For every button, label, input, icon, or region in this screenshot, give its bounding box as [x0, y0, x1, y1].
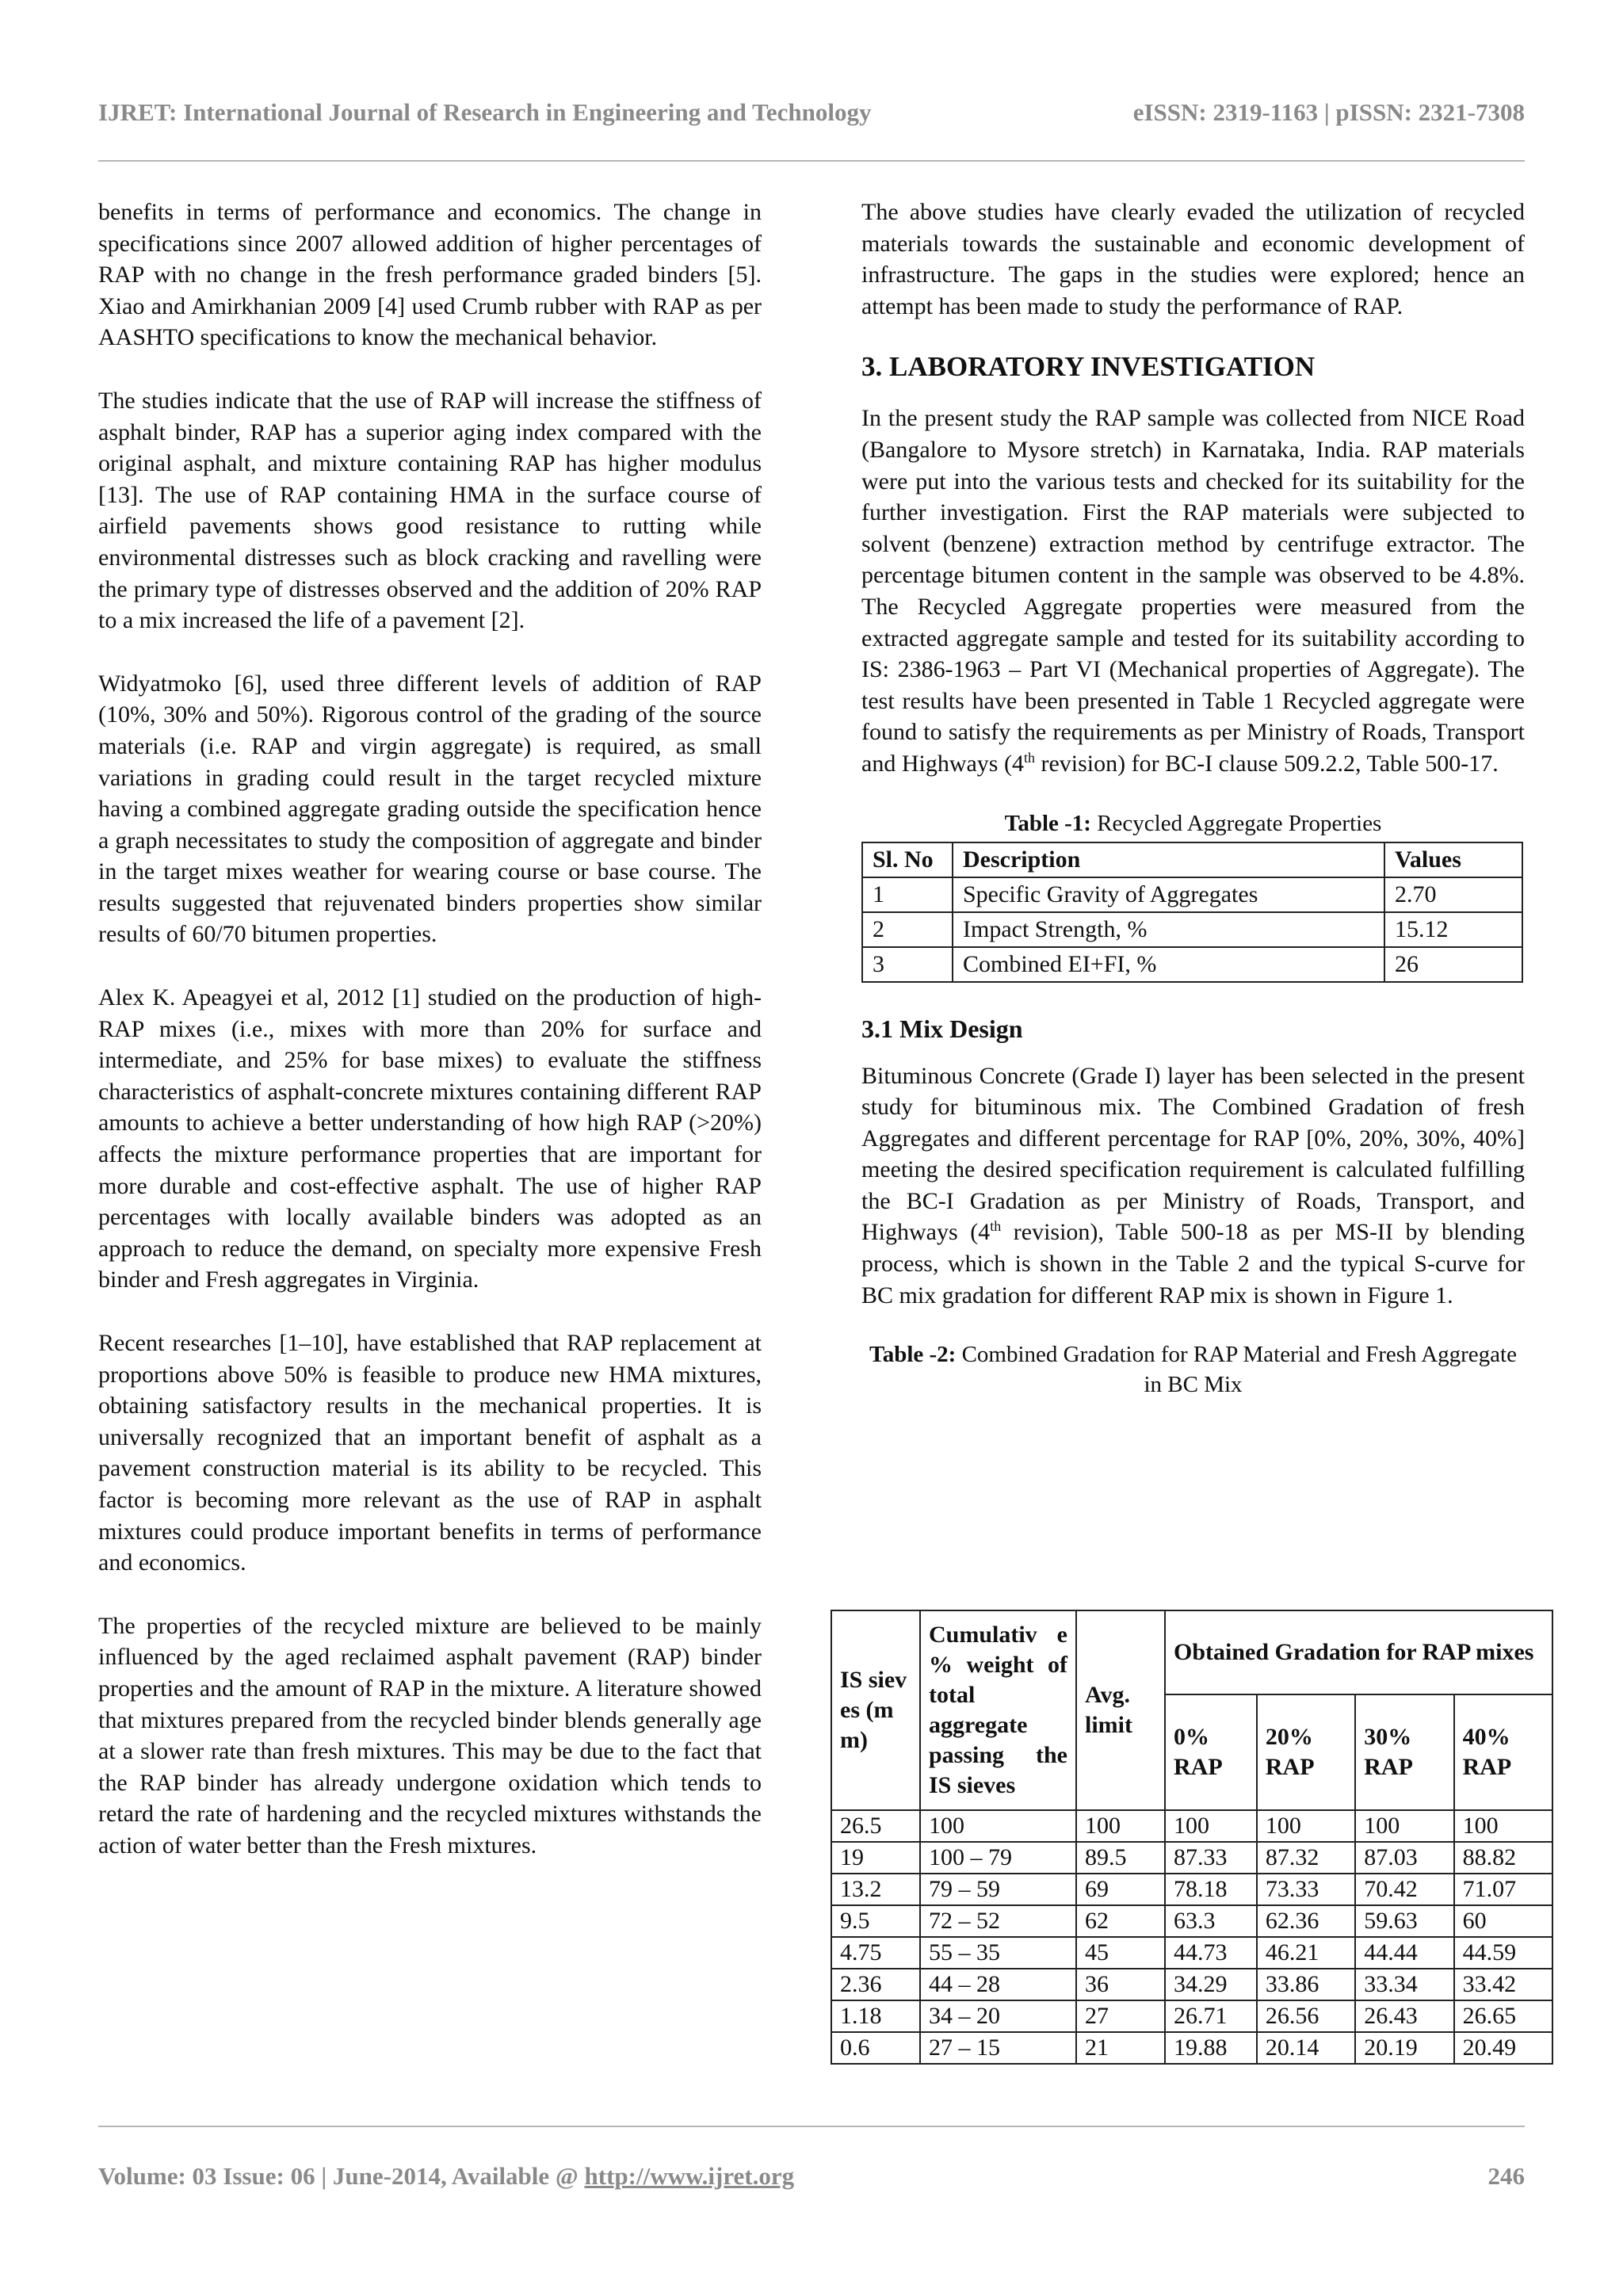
journal-title: IJRET: International Journal of Research in Engineering and Technology [98, 98, 872, 126]
table-cell: 33.86 [1257, 1969, 1355, 2000]
table-cell: 59.63 [1355, 1905, 1453, 1937]
table-cell: 20.19 [1355, 2032, 1453, 2064]
table-cell: 20.14 [1257, 2032, 1355, 2064]
table-header-row [862, 842, 1522, 877]
table-header-cell: 30% RAP [1355, 1694, 1453, 1810]
table-row [862, 912, 1522, 947]
table1-caption: Table -1: Recycled Aggregate Properties [1004, 810, 1382, 836]
subsection-heading: 3.1 Mix Design [861, 1014, 1023, 1043]
table-cell: 79 – 59 [920, 1874, 1076, 1905]
page-footer [98, 2162, 1525, 2191]
table-header-cell: 20% RAP [1257, 1694, 1355, 1810]
table-cell: 87.33 [1165, 1842, 1257, 1874]
table-cell: 46.21 [1257, 1937, 1355, 1969]
table-cell: 27 [1076, 2000, 1165, 2032]
table-cell: 26.71 [1165, 2000, 1257, 2032]
right-column [861, 197, 1525, 1403]
paragraph: The studies indicate that the use of RAP will increase the stiffness of asphalt binder, RAP has a superior aging index compared with the original asphalt, and mixture containing RAP has higher modulus [13]. The use of RAP containing HMA in the surface course of airfield pavements shows good resistance to rutting while environmental distresses such as block cracking and ravelling were the primary type of distresses observed and the addition of 20% RAP to a mix increased the life of a pavement [2]. [98, 387, 762, 634]
paragraph: Bituminous Concrete (Grade I) layer has been selected in the present study for bituminous mix. The Combined Gradation of fresh Aggregates and different percentage for RAP [0%, 20%, 30%, 40%] meeting the desired specification requirement is calculated fulfilling the BC-I Gradation as per Ministry of Roads, Transport, and Highways (4th revision), Table 500-18 as per MS-II by blending process, which is shown in the Table 2 and the typical S-curve for BC mix gradation for different RAP mix is shown in Figure 1. [861, 1062, 1525, 1308]
table-cell: 100 [1076, 1810, 1165, 1842]
table-cell: 62 [1076, 1905, 1165, 1937]
table-cell: 2 [862, 912, 953, 947]
table-cell: 100 [920, 1810, 1076, 1842]
page-number: 246 [1487, 2162, 1525, 2190]
table-header-cell: 0% RAP [1165, 1694, 1257, 1810]
table-cell: 78.18 [1165, 1874, 1257, 1905]
table-row [831, 2032, 1552, 2064]
table-cell: 73.33 [1257, 1874, 1355, 1905]
table-cell: 15.12 [1384, 912, 1522, 947]
table-cell: 26.5 [831, 1810, 920, 1842]
table-cell: 63.3 [1165, 1905, 1257, 1937]
paragraph: Alex K. Apeagyei et al, 2012 [1] studied on the production of high-RAP mixes (i.e., mixes with more than 20% for surface and intermediate, and 25% for base mixes) to evaluate the stiffness characteristics of asphalt-concrete mixtures containing different RAP amounts to achieve a better understanding of how high RAP (>20%) affects the mixture performance properties that are important for more durable and cost-effective asphalt. The use of higher RAP percentages with locally available binders was adopted as an approach to reduce the demand, on specialty more expensive Fresh binder and Fresh aggregates in Virginia. [98, 984, 762, 1293]
table-cell: Impact Strength, % [953, 912, 1384, 947]
table-cell: 100 – 79 [920, 1842, 1076, 1874]
table-cell: 33.34 [1355, 1969, 1453, 2000]
table-cell: 55 – 35 [920, 1937, 1076, 1969]
table-header-cell: Description [953, 842, 1384, 877]
table-row [831, 1969, 1552, 2000]
table-cell: 69 [1076, 1874, 1165, 1905]
table-header-cell: 40% RAP [1454, 1694, 1552, 1810]
table-row [831, 1905, 1552, 1937]
table-cell: 20.49 [1454, 2032, 1552, 2064]
paragraph: In the present study the RAP sample was collected from NICE Road (Bangalore to Mysore stretch) in Karnataka, India. RAP materials were put into the various tests and checked for its suitability for the further investigation. First the RAP materials were subjected to solvent (benzene) extraction method by centrifuge extractor. The percentage bitumen content in the sample was observed to be 4.8%. The Recycled Aggregate properties were measured from the extracted aggregate sample and tested for its suitability according to IS: 2386-1963 – Part VI (Mechanical properties of Aggregate). The test results have been presented in Table 1 Recycled aggregate were found to satisfy the requirements as per Ministry of Roads, Transport and Highways (4th revision) for BC-I clause 509.2.2, Table 500-17. [861, 405, 1525, 777]
paragraph: benefits in terms of performance and economics. The change in specifications since 2007 allowed addition of higher percentages of RAP with no change in the fresh performance graded binders [5]. Xiao and Amirkhanian 2009 [4] used Crumb rubber with RAP as per AASHTO specifications to know the mechanical behavior. [98, 199, 762, 351]
table-cell: 100 [1257, 1810, 1355, 1842]
table-row [862, 877, 1522, 912]
table-cell: 3 [862, 947, 953, 982]
table-cell: 4.75 [831, 1937, 920, 1969]
table-cell: 34 – 20 [920, 2000, 1076, 2032]
table-cell: 33.42 [1454, 1969, 1552, 2000]
table-cell: 19.88 [1165, 2032, 1257, 2064]
issn-text: eISSN: 2319-1163 | pISSN: 2321-7308 [1132, 98, 1525, 126]
table-cell: 44.44 [1355, 1937, 1453, 1969]
table2-caption: Table -2: Combined Gradation for RAP Material and Fresh Aggregate in BC Mix [869, 1342, 1517, 1398]
table-header-cell: Values [1384, 842, 1522, 877]
table-cell: 71.07 [1454, 1874, 1552, 1905]
paragraph: Recent researches [1–10], have established that RAP replacement at proportions above 50% is feasible to produce new HMA mixtures, obtaining satisfactory results in the mechanical properties. It is universally recognized that an important benefit of asphalt as a pavement construction material is its ability to be recycled. This factor is becoming more relevant as the use of RAP in asphalt mixtures could produce important benefits in terms of performance and economics. [98, 1330, 762, 1576]
table-cell: 2.36 [831, 1969, 920, 2000]
table-cell: 89.5 [1076, 1842, 1165, 1874]
table-cell: 44.59 [1454, 1937, 1552, 1969]
table-cell: Specific Gravity of Aggregates [953, 877, 1384, 912]
table-cell: 21 [1076, 2032, 1165, 2064]
table-cell: 100 [1355, 1810, 1453, 1842]
table-cell: 1 [862, 877, 953, 912]
table-row [831, 1937, 1552, 1969]
table-cell: 26.56 [1257, 2000, 1355, 2032]
table-cell: 100 [1454, 1810, 1552, 1842]
table-cell: 88.82 [1454, 1842, 1552, 1874]
footer-volume: Volume: 03 Issue: 06 | June-2014, Available @ [98, 2162, 585, 2190]
table-cell: 36 [1076, 1969, 1165, 2000]
table-cell: 44.73 [1165, 1937, 1257, 1969]
table-cell: 2.70 [1384, 877, 1522, 912]
table-header-cell: Obtained Gradation for RAP mixes [1165, 1610, 1552, 1694]
table-cell: 34.29 [1165, 1969, 1257, 2000]
table-cell: 13.2 [831, 1874, 920, 1905]
paragraph: The above studies have clearly evaded the utilization of recycled materials towards the sustainable and economic development of infrastructure. The gaps in the studies were explored; hence an attempt has been made to study the performance of RAP. [861, 199, 1525, 319]
table-cell: 87.03 [1355, 1842, 1453, 1874]
table-cell: 70.42 [1355, 1874, 1453, 1905]
page-header [98, 98, 1525, 130]
table-cell: 72 – 52 [920, 1905, 1076, 1937]
table-cell: 62.36 [1257, 1905, 1355, 1937]
table-header-row [831, 1610, 1552, 1694]
table-cell: 45 [1076, 1937, 1165, 1969]
table-row [831, 1842, 1552, 1874]
table-cell: 60 [1454, 1905, 1552, 1937]
table-row [831, 1810, 1552, 1842]
table-cell: 19 [831, 1842, 920, 1874]
table-header-cell: Sl. No [862, 842, 953, 877]
table-header-cell: Avg. limit [1076, 1610, 1165, 1810]
footer-link[interactable]: http://www.ijret.org [584, 2162, 795, 2190]
table-cell: 0.6 [831, 2032, 920, 2064]
table-header-cell: Cumulativ e % weight of total aggregate passing the IS sieves [920, 1610, 1076, 1810]
left-column [98, 197, 762, 1893]
table-cell: 9.5 [831, 1905, 920, 1937]
table-row [831, 1874, 1552, 1905]
table-cell: 100 [1165, 1810, 1257, 1842]
table-combined-gradation [831, 1610, 1553, 2065]
table-row [831, 2000, 1552, 2032]
table-cell: 1.18 [831, 2000, 920, 2032]
table-row [862, 947, 1522, 982]
table-cell: 87.32 [1257, 1842, 1355, 1874]
table-recycled-aggregate [861, 842, 1523, 983]
table-cell: 26 [1384, 947, 1522, 982]
table-cell: Combined EI+FI, % [953, 947, 1384, 982]
paragraph: The properties of the recycled mixture are believed to be mainly influenced by the aged reclaimed asphalt pavement (RAP) binder properties and the amount of RAP in the mixture. A literature showed that mixtures prepared from the recycled binder blends generally age at a slower rate than fresh mixtures. This may be due to the fact that the RAP binder has already undergone oxidation which tends to retard the rate of hardening and the recycled mixtures withstands the action of water better than the Fresh mixtures. [98, 1612, 762, 1859]
header-rule [98, 160, 1525, 162]
paragraph: Widyatmoko [6], used three different levels of addition of RAP (10%, 30% and 50%). Rigorous control of the grading of the source materials (i.e. RAP and virgin aggregate) is required, as small variations in grading could result in the target recycled mixture having a combined aggregate grading outside the specification hence a graph necessitates to study the composition of aggregate and binder in the target mixes weather for wearing course or base course. The results suggested that rejuvenated binders properties show similar results of 60/70 bitumen properties. [98, 670, 762, 948]
table-cell: 44 – 28 [920, 1969, 1076, 2000]
table-cell: 26.43 [1355, 2000, 1453, 2032]
table-cell: 27 – 15 [920, 2032, 1076, 2064]
table-header-cell: IS siev es (m m) [831, 1610, 920, 1810]
table-cell: 26.65 [1454, 2000, 1552, 2032]
section-heading: 3. LABORATORY INVESTIGATION [861, 351, 1316, 383]
footer-rule [98, 2126, 1525, 2127]
